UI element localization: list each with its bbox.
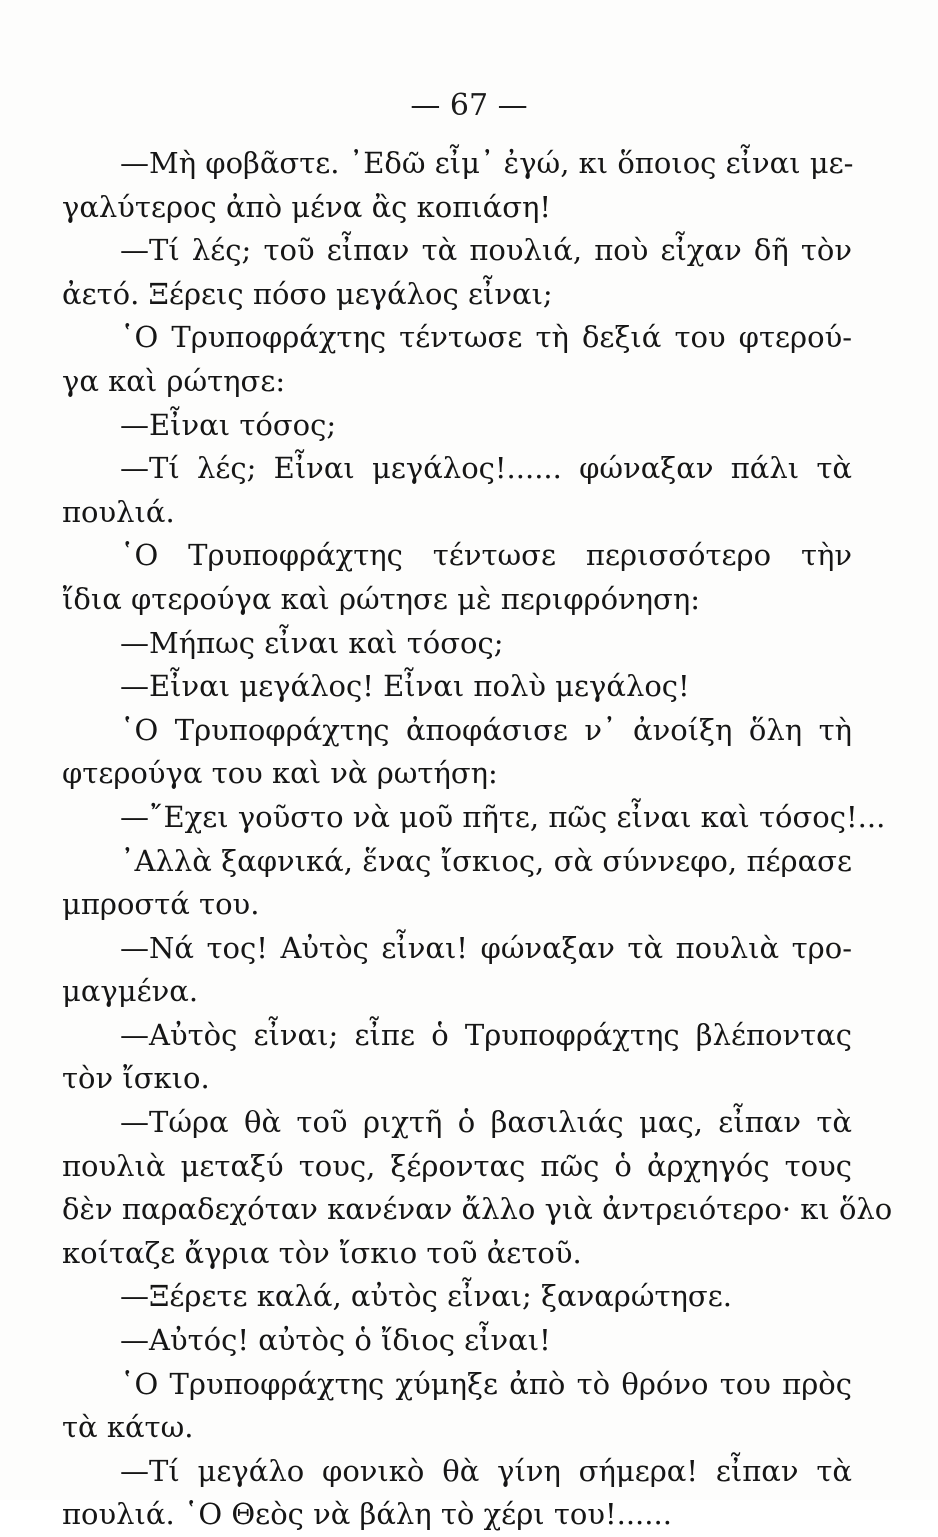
text-line: —Αὐτὸς εἶναι; εἶπε ὁ Τρυποφράχτης βλέποντας bbox=[120, 1017, 852, 1052]
text-line: γα καὶ ρώτησε: bbox=[62, 363, 286, 398]
text-line: ἀετό. Ξέρεις πόσο μεγάλος εἶναι; bbox=[62, 276, 553, 311]
body-text bbox=[62, 142, 893, 1537]
text-line: —Τί μεγάλο φονικὸ θὰ γίνη σήμερα! εἶπαν τὰ bbox=[120, 1453, 852, 1488]
text-line: —Νά τος! Αὐτὸς εἶναι! φώναξαν τὰ πουλιὰ τρο- bbox=[120, 930, 852, 965]
text-line: κοίταζε ἄγρια τὸν ἴσκιο τοῦ ἀετοῦ. bbox=[62, 1235, 582, 1270]
text-line: ῾Ο Τρυποφράχτης χύμηξε ἀπὸ τὸ θρόνο του πρὸς bbox=[120, 1366, 852, 1401]
text-line: ἴδια φτερούγα καὶ ρώτησε μὲ περιφρόνηση: bbox=[62, 581, 700, 616]
text-line: —Εἶναι μεγάλος! Εἶναι πολὺ μεγάλος! bbox=[120, 669, 690, 704]
text-line: φτερούγα του καὶ νὰ ρωτήση: bbox=[62, 756, 498, 791]
text-line: ῾Ο Τρυποφράχτης ἀποφάσισε ν᾿ ἀνοίξη ὅλη τὴ bbox=[120, 712, 852, 747]
text-line: ῾Ο Τρυποφράχτης τέντωσε τὴ δεξιά του φτερού- bbox=[120, 320, 852, 355]
text-line: —Μὴ φοβᾶστε. ᾿Εδῶ εἶμ᾿ ἐγώ, κι ὅποιος εἶναι με- bbox=[120, 146, 854, 180]
text-line: μαγμένα. bbox=[62, 974, 199, 1009]
text-line: πουλιὰ μεταξύ τους, ξέροντας πῶς ὁ ἀρχηγός τους bbox=[62, 1148, 852, 1183]
text-line: ᾿Αλλὰ ξαφνικά, ἕνας ἴσκιος, σὰ σύννεφο, πέρασε bbox=[120, 843, 852, 878]
text-line: —Αὐτός! αὐτὸς ὁ ἴδιος εἶναι! bbox=[120, 1323, 551, 1358]
text-line: γαλύτερος ἀπὸ μένα ἂς κοπιάση! bbox=[62, 189, 552, 224]
page-number: — 67 — bbox=[410, 88, 528, 123]
text-line: —Εἶναι τόσος; bbox=[120, 407, 337, 442]
text-line: —Ξέρετε καλά, αὐτὸς εἶναι; ξαναρώτησε. bbox=[120, 1279, 732, 1314]
text-line: πουλιά. ῾Ο Θεὸς νὰ βάλη τὸ χέρι του!...... bbox=[62, 1497, 672, 1532]
text-line: —Τί λές; τοῦ εἶπαν τὰ πουλιά, ποὺ εἶχαν δῆ τὸν bbox=[120, 233, 852, 268]
text-line: —Τί λές; Εἶναι μεγάλος!...... φώναξαν πάλι τὰ bbox=[120, 451, 852, 486]
text-line: τὸν ἴσκιο. bbox=[62, 1061, 210, 1096]
text-line: μπροστά του. bbox=[62, 887, 260, 922]
text-line: δὲν παραδεχόταν κανέναν ἄλλο γιὰ ἀντρειότερο· κι ὅλο bbox=[62, 1192, 893, 1227]
text-line: —Μήπως εἶναι καὶ τόσος; bbox=[120, 625, 504, 660]
text-line: πουλιά. bbox=[62, 494, 175, 529]
text-line: —῎Εχει γοῦστο νὰ μοῦ πῆτε, πῶς εἶναι καὶ τόσος!... bbox=[120, 799, 886, 834]
text-line: —Τώρα θὰ τοῦ ριχτῆ ὁ βασιλιάς μας, εἶπαν τὰ bbox=[120, 1105, 852, 1140]
text-line: τὰ κάτω. bbox=[62, 1410, 194, 1445]
text-line: ῾Ο Τρυποφράχτης τέντωσε περισσότερο τὴν bbox=[120, 538, 852, 573]
